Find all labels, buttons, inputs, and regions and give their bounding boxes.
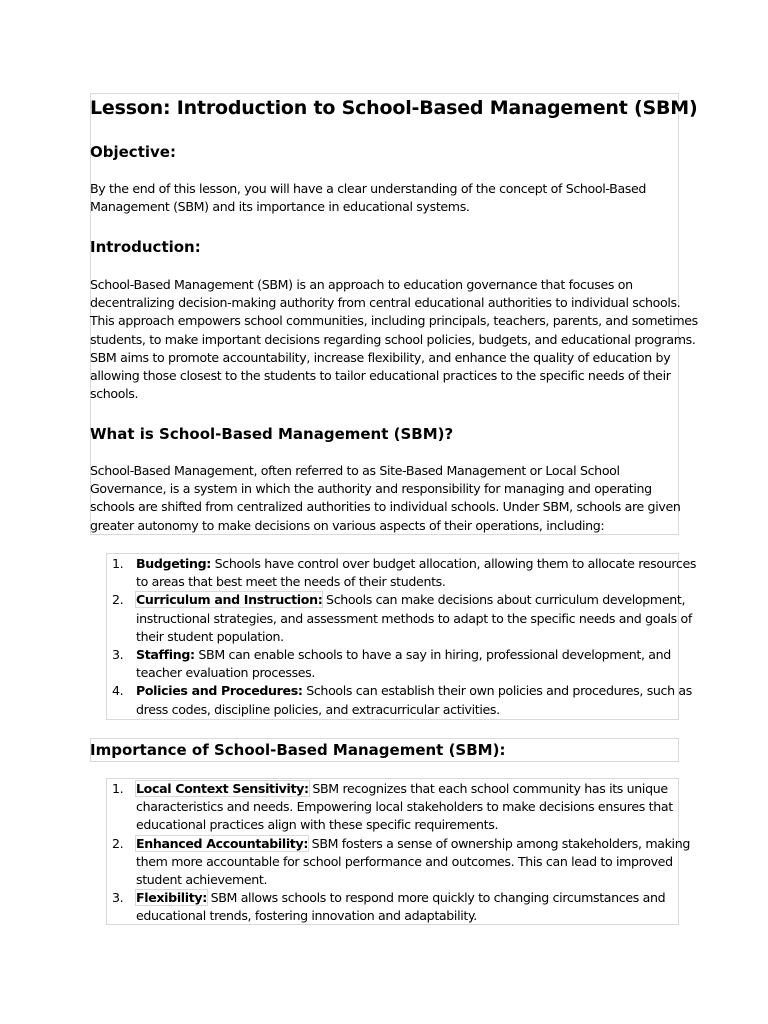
list-item [106, 835, 690, 890]
objective-line: By the end of this lesson, you will have a clear understanding of the concept of School-Based [90, 181, 647, 196]
what-is-line: greater autonomy to make decisions on various aspects of their operations, including: [90, 517, 605, 533]
introduction-line: decentralizing decision-making authority from central educational authorities to individual schools. [90, 295, 681, 311]
introduction-heading: Introduction: [90, 238, 201, 256]
what-is-line: Governance, is a system in which the authority and responsibility for managing and operating [90, 481, 652, 497]
item-text: teacher evaluation processes. [136, 665, 316, 681]
item-text: instructional strategies, and assessment methods to adapt to the specific needs and goals of [136, 610, 692, 626]
introduction-line: SBM aims to promote accountability, increase flexibility, and enhance the quality of education by [90, 349, 671, 365]
introduction-line: schools. [90, 386, 139, 402]
list-item [106, 682, 692, 718]
list-item [106, 555, 697, 591]
item-text: dress codes, discipline policies, and extracurricular activities. [136, 701, 500, 717]
list-item [106, 889, 679, 925]
item-text: their student population. [136, 628, 284, 644]
aspects-list [106, 555, 697, 719]
introduction-line: allowing those closest to the students to tailor educational practices to the specific needs of their [90, 368, 671, 384]
introduction-line: students, to make important decisions regarding school policies, budgets, and educational programs. [90, 331, 696, 347]
list-item [106, 646, 679, 682]
list-number: 2. [112, 835, 124, 851]
lesson-title: Lesson: Introduction to School-Based Management (SBM) [90, 97, 698, 119]
list-number: 4. [112, 683, 124, 699]
what-is-line: School-Based Management, often referred to as Site-Based Management or Local School [90, 463, 620, 478]
item-text: SBM allows schools to respond more quickly to changing circumstances and [206, 890, 666, 906]
what-is-line: schools are shifted from centralized authorities to individual schools. Under SBM, schools are given [90, 499, 681, 515]
item-text: Schools have control over budget allocation, allowing them to allocate resources [211, 556, 697, 571]
item-text: characteristics and needs. Empowering local stakeholders to make decisions ensures that [136, 799, 673, 815]
item-text: them more accountable for school performance and outcomes. This can lead to improved [136, 853, 673, 869]
what-is-heading: What is School-Based Management (SBM)? [90, 425, 454, 443]
list-number: 2. [112, 592, 124, 608]
importance-heading: Importance of School-Based Management (SBM): [90, 741, 506, 759]
introduction-line: School-Based Management (SBM) is an approach to education governance that focuses on [90, 277, 633, 292]
item-term: Enhanced Accountability: [136, 835, 309, 851]
item-text: SBM fosters a sense of ownership among stakeholders, making [308, 835, 690, 851]
item-text: Schools can make decisions about curriculum development, [322, 592, 686, 608]
item-text: Schools can establish their own policies and procedures, such as [302, 683, 692, 699]
introduction-paragraph [90, 276, 698, 403]
objective-paragraph [90, 180, 680, 216]
item-term: Local Context Sensitivity: [136, 781, 309, 796]
list-number: 1. [112, 556, 124, 571]
what-is-paragraph [90, 462, 680, 535]
item-text: to areas that best meet the needs of their students. [136, 574, 446, 590]
item-term: Staffing: [136, 647, 195, 663]
list-item [106, 780, 679, 835]
item-text: educational practices align with these specific requirements. [136, 817, 499, 833]
item-term: Curriculum and Instruction: [136, 592, 323, 608]
item-text: student achievement. [136, 872, 268, 888]
item-text: educational trends, fostering innovation and adaptability. [136, 908, 477, 924]
objective-heading: Objective: [90, 143, 176, 161]
list-item [106, 591, 692, 646]
introduction-line: This approach empowers school communities, including principals, teachers, parents, and sometimes [90, 313, 698, 329]
item-text: SBM can enable schools to have a say in hiring, professional development, and [194, 647, 671, 663]
list-number: 3. [112, 890, 124, 906]
objective-line: Management (SBM) and its importance in educational systems. [90, 199, 470, 215]
item-term: Flexibility: [136, 890, 207, 906]
list-number: 3. [112, 647, 124, 663]
list-number: 1. [112, 781, 124, 796]
item-term: Policies and Procedures: [136, 683, 303, 699]
importance-list [106, 780, 690, 926]
item-text: SBM recognizes that each school community has its unique [308, 781, 668, 796]
item-term: Budgeting: [136, 556, 211, 571]
